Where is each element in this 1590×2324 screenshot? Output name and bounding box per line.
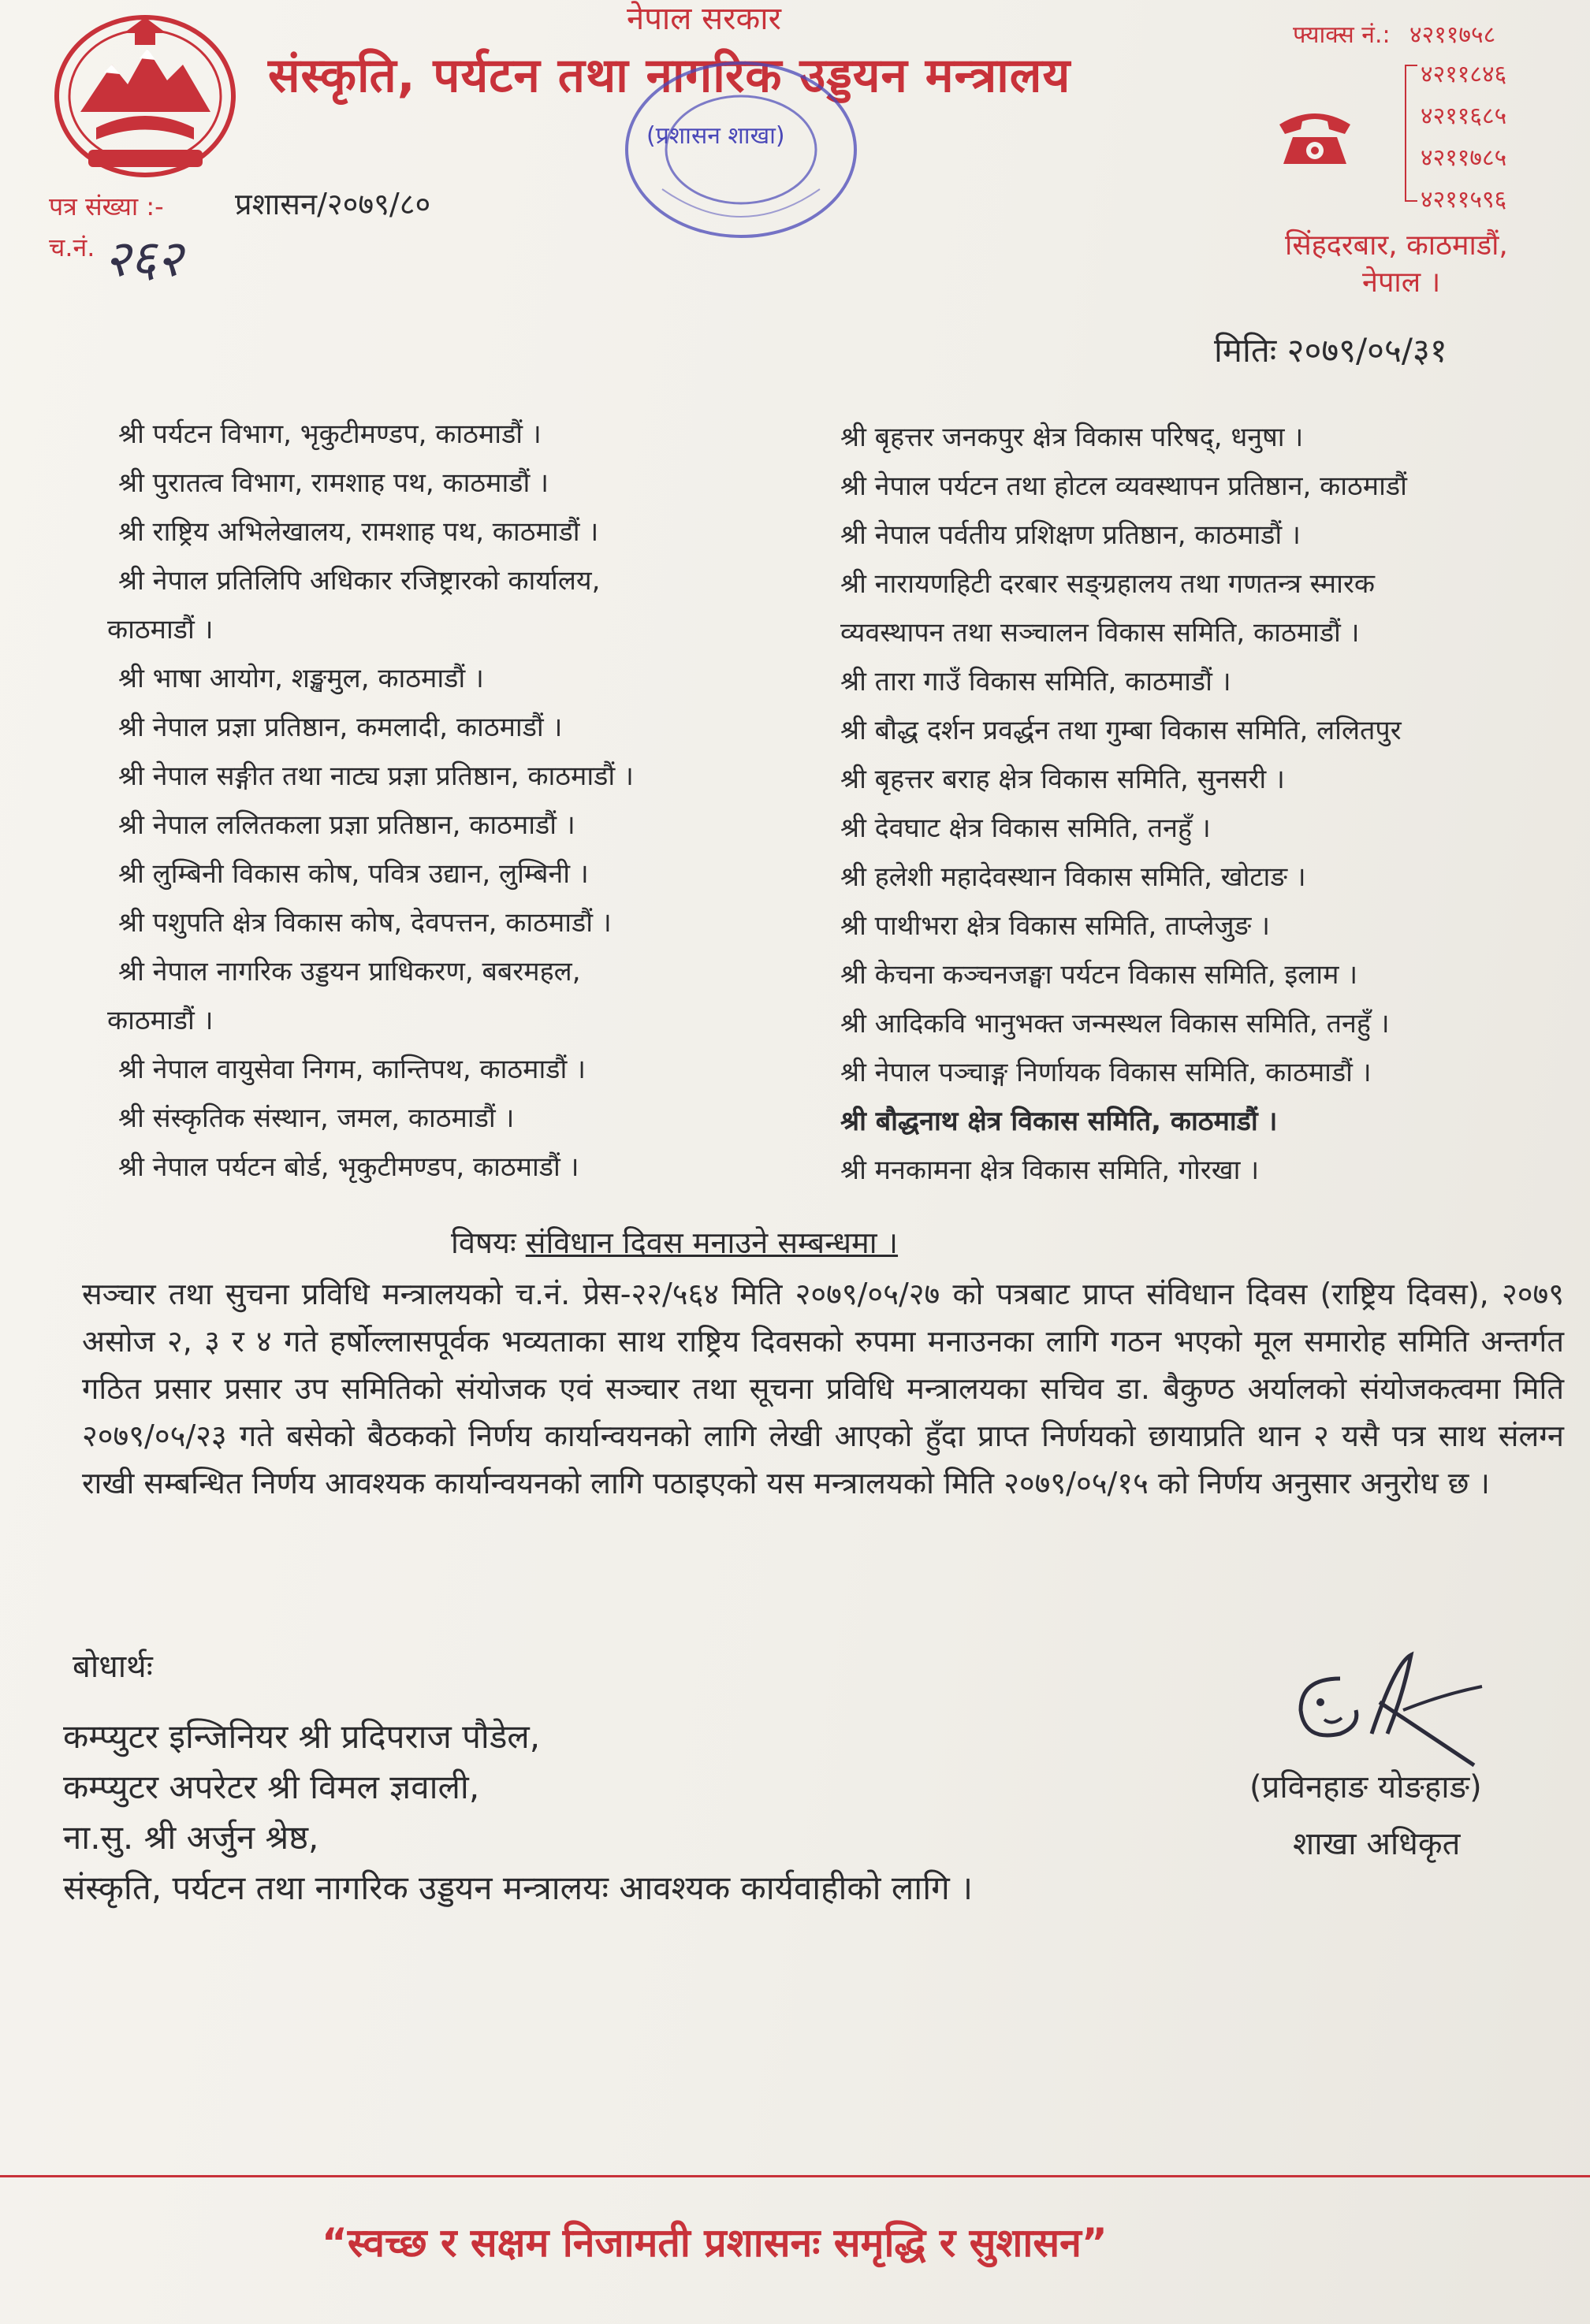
fax-number: ४२११७५८	[1409, 21, 1496, 49]
recipient-line: श्री लुम्बिनी विकास कोष, पवित्र उद्यान, लुम्बिनी ।	[118, 858, 589, 890]
recipient-line: श्री नेपाल पर्यटन बोर्ड, भृकुटीमण्डप, काठमाडौं ।	[118, 1151, 579, 1183]
cc-item: संस्कृति, पर्यटन तथा नागरिक उड्डयन मन्त्रालयः आवश्यक कार्यवाहीको लागि ।	[63, 1868, 973, 1907]
handwritten-signature	[1285, 1647, 1490, 1773]
office-stamp-icon	[615, 55, 867, 252]
recipient-line: श्री नेपाल वायुसेवा निगम, कान्तिपथ, काठमाडौं ।	[118, 1054, 586, 1085]
ministry-title: संस्कृति, पर्यटन तथा नागरिक उड्डयन मन्त्रालय	[268, 48, 1071, 103]
recipient-line: श्री देवघाट क्षेत्र विकास समिति, तनहुँ ।	[840, 812, 1211, 844]
recipient-line: श्री भाषा आयोग, शङ्खमुल, काठमाडौं ।	[118, 663, 484, 694]
recipient-line: श्री तारा गाउँ विकास समिति, काठमाडौं ।	[840, 666, 1231, 697]
letter-body: सञ्चार तथा सुचना प्रविधि मन्त्रालयको च.नं. प्रेस-२२/५६४ मिति २०७९/०५/२७ को पत्रबाट प्राप्त संविधान दिवस (राष्ट्रिय दिवस), २०७९ असोज २, ३ र ४ गते हर्षोल्लासपूर्वक भव्यताका साथ राष्ट्रिय दिवसको रुपमा मनाउनका लागि गठन भएको मूल समारोह समिति अन्तर्गत गठित प्रसार प्रसार उप समितिको संयोजक एवं सञ्चार तथा सूचना प्रविधि मन्त्रालयका सचिव डा. बैकुण्ठ अर्यालको संयोजकत्वमा मिति २०७९/०५/२३ गते बसेको बैठकको निर्णय कार्यान्वयनको लागि लेखी आएको हुँदा प्राप्त निर्णयको छायाप्रति थान २ यसै पत्र साथ संलग्न राखी सम्बन्धित निर्णय आवश्यक कार्यान्वयनको लागि पठाइएको यस मन्त्रालयको मिति २०७९/०५/१५ को निर्णय अनुसार अनुरोध छ ।	[82, 1277, 1564, 1500]
cc-item: ना.सु. श्री अर्जुन श्रेष्ठ,	[63, 1818, 319, 1857]
subject-line	[451, 1221, 898, 1262]
address-line2: नेपाल ।	[1362, 266, 1441, 299]
recipient-line: काठमाडौं ।	[107, 614, 214, 645]
recipient-line: श्री हलेशी महादेवस्थान विकास समिति, खोटाङ ।	[840, 861, 1306, 893]
recipient-line: श्री नेपाल नागरिक उड्डयन प्राधिकरण, बबरमहल,	[118, 956, 581, 987]
stamp-section-text: (प्रशासन शाखा)	[646, 122, 785, 150]
reference-label: पत्र संख्या :-	[49, 191, 164, 221]
dispatch-label: च.नं.	[49, 232, 95, 262]
recipient-line: श्री नेपाल सङ्गीत तथा नाट्य प्रज्ञा प्रतिष्ठान, काठमाडौं ।	[118, 760, 634, 792]
cc-item: कम्प्युटर अपरेटर श्री विमल ज्ञवाली,	[63, 1768, 480, 1806]
cc-item: कम्प्युटर इन्जिनियर श्री प्रदिपराज पौडेल,	[63, 1717, 541, 1756]
address-line1: सिंहदरबार, काठमाडौं,	[1285, 229, 1508, 262]
subject-label: विषयः	[451, 1225, 516, 1260]
fax-label: फ्याक्स नं.:	[1293, 21, 1391, 49]
recipient-line: श्री नेपाल ललितकला प्रज्ञा प्रतिष्ठान, काठमाडौं ।	[118, 809, 575, 841]
recipient-line: काठमाडौं ।	[107, 1005, 214, 1036]
letter-date: मितिः २०७९/०५/३१	[1214, 331, 1447, 370]
phone-number: ४२११५९६	[1421, 186, 1507, 214]
recipients-left-column	[107, 410, 634, 1192]
subject-text: संविधान दिवस मनाउने सम्बन्धमा ।	[525, 1225, 899, 1260]
cc-title: बोधार्थः	[73, 1649, 153, 1685]
recipient-line: व्यवस्थापन तथा सञ्चालन विकास समिति, काठमाडौं ।	[840, 617, 1360, 649]
recipients-right-column	[840, 413, 1407, 1195]
recipient-line: श्री पाथीभरा क्षेत्र विकास समिति, ताप्लेजुङ ।	[840, 910, 1270, 942]
dispatch-number: २६२	[104, 230, 183, 288]
recipient-line: श्री नेपाल पर्यटन तथा होटल व्यवस्थापन प्रतिष्ठान, काठमाडौं	[840, 470, 1407, 502]
footer-divider	[0, 2175, 1590, 2177]
recipient-line: श्री केचना कञ्चनजङ्घा पर्यटन विकास समिति, इलाम ।	[840, 959, 1358, 991]
telephone-icon	[1275, 107, 1354, 166]
footer-motto: “स्वच्छ र सक्षम निजामती प्रशासनः समृद्धि र सुशासन”	[322, 2220, 1108, 2266]
recipient-line: श्री पर्यटन विभाग, भृकुटीमण्डप, काठमाडौं ।	[118, 418, 542, 450]
recipient-line: श्री संस्कृतिक संस्थान, जमल, काठमाडौं ।	[118, 1103, 515, 1134]
recipient-line: श्री बौद्ध दर्शन प्रवर्द्धन तथा गुम्बा विकास समिति, ललितपुर	[840, 715, 1402, 746]
signatory-name: (प्रविनहाङ योङहाङ)	[1249, 1769, 1482, 1805]
recipient-line: श्री मनकामना क्षेत्र विकास समिति, गोरखा ।	[840, 1155, 1260, 1186]
recipient-line: श्री बृहत्तर बराह क्षेत्र विकास समिति, सुनसरी ।	[840, 764, 1285, 795]
recipient-line: श्री पुरातत्व विभाग, रामशाह पथ, काठमाडौं ।	[118, 467, 549, 499]
nepal-emblem-icon	[49, 9, 242, 179]
recipient-line: श्री नारायणहिटी दरबार सङ्ग्रहालय तथा गणतन्त्र स्मारक	[840, 568, 1375, 600]
phone-number: ४२११६८५	[1421, 102, 1507, 130]
recipient-line: श्री नेपाल प्रतिलिपि अधिकार रजिष्ट्रारको कार्यालय,	[118, 565, 601, 597]
recipient-line: श्री बौद्धनाथ क्षेत्र विकास समिति, काठमाडौं ।	[840, 1106, 1278, 1137]
phone-number: ४२११७८५	[1421, 144, 1507, 172]
phone-numbers	[1421, 54, 1506, 221]
recipient-line: श्री नेपाल प्रज्ञा प्रतिष्ठान, कमलादी, काठमाडौं ।	[118, 712, 563, 743]
recipient-line: श्री नेपाल पर्वतीय प्रशिक्षण प्रतिष्ठान, काठमाडौं ।	[840, 519, 1301, 551]
reference-number: प्रशासन/२०७९/८०	[235, 187, 431, 221]
recipient-line: श्री पशुपति क्षेत्र विकास कोष, देवपत्तन, काठमाडौं ।	[118, 907, 612, 939]
recipient-line: श्री राष्ट्रिय अभिलेखालय, रामशाह पथ, काठमाडौं ।	[118, 516, 599, 548]
phone-number: ४२११८४६	[1421, 61, 1507, 88]
government-title: नेपाल सरकार	[627, 1, 781, 37]
phone-bracket	[1405, 65, 1417, 202]
recipient-line: श्री नेपाल पञ्चाङ्ग निर्णायक विकास समिति, काठमाडौं ।	[840, 1057, 1372, 1088]
recipient-line: श्री बृहत्तर जनकपुर क्षेत्र विकास परिषद्, धनुषा ।	[840, 422, 1304, 453]
cc-list	[63, 1712, 973, 1913]
signatory-title: शाखा अधिकृत	[1293, 1826, 1461, 1862]
recipient-line: श्री आदिकवि भानुभक्त जन्मस्थल विकास समिति, तनहुँ ।	[840, 1008, 1390, 1039]
